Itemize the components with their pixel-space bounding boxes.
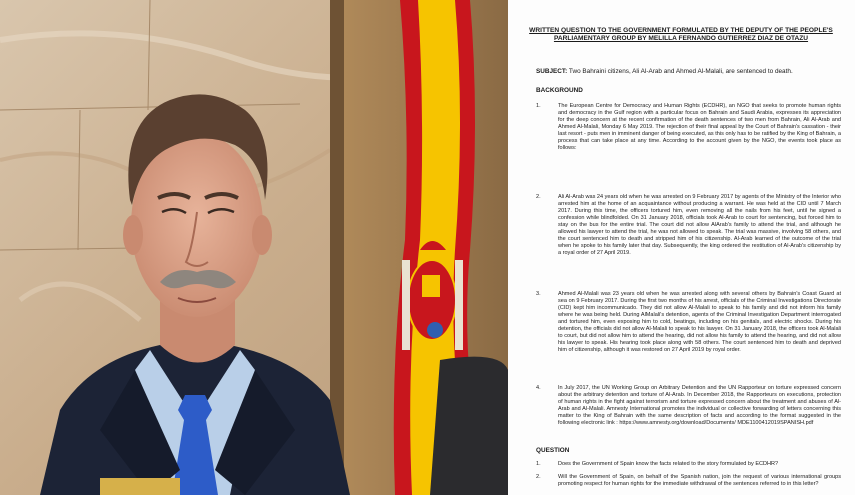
subject-text: Two Bahraini citizens, Ali Al-Arab and Ahmed Al-Malali, are sentenced to death. <box>568 68 793 75</box>
subject-label: SUBJECT: <box>536 68 568 75</box>
question-item-1 <box>536 461 841 468</box>
question-heading: QUESTION <box>536 447 570 454</box>
background-item-4 <box>536 385 841 427</box>
item-number: 3. <box>536 291 541 297</box>
item-text: The European Centre for Democracy and Human Rights (ECDHR), an NGO that seeks to promote human rights and democracy in the Gulf region with a particular focus on Bahrain and Saudi Arabia, expresses its appreciation for the deep concern at the recent confirmation of the death sentences of two men from Bahrain, Ali Al-Arab and Ahmed Al-Malali, Monday 6 May 2019. The rejection of their final appeal by the Court of Bahrain's cassation - their last resort - puts men in imminent danger of being executed, as this only has to be ratified by the King of Bahrain, a process that can take place at any time. According to the account given by the NGO, the events took place as follows: <box>558 103 841 152</box>
subject-line <box>536 68 841 76</box>
background-item-2 <box>536 194 841 257</box>
item-number: 1. <box>536 461 541 467</box>
background-heading: BACKGROUND <box>536 87 583 94</box>
item-text: Will the Government of Spain, on behalf of the Spanish nation, join the request of various international groups promoting respect for human rights for the immediate withdrawal of the sentences referred to in this letter? <box>558 474 841 488</box>
question-item-2 <box>536 474 841 488</box>
item-text: In July 2017, the UN Working Group on Arbitrary Detention and the UN Rapporteur on torture expressed concern about the arbitrary detention and torture of Al-Arab. In December 2018, the Rapporteurs on executions, protection of human rights in the fight against terrorism and torture expressed concern about the treatment and abuses of Al-Arab and Al-Malali. Amnesty International promotes the individual or collective forwarding of letters concerning this matter to the King of Bahrain with the same description of facts and according to the format suggested in the following electronic link : https://www.amnesty.org/download/Documents/ MDE1100412019SPANISH.pdf <box>558 385 841 427</box>
item-number: 1. <box>536 103 541 109</box>
document-page <box>508 0 855 495</box>
item-number: 2. <box>536 194 541 200</box>
background-item-3 <box>536 291 841 354</box>
item-text: Does the Government of Spain know the facts related to the story formulated by ECDHR? <box>558 461 779 467</box>
item-text: Ahmed Al-Malali was 23 years old when he was arrested along with several others by Bahrain's Coast Guard at sea on 9 February 2017. During the first two months of his arrest, officials of the Criminal Investigations Directorate (CID) kept him incommunicado. They did not allow Al-Malali to speak to his family and did not inform his family where he was being held. During AlMalali's detention, agents of the Criminal Investigation Department interrogated and tortured him, even exposing him to cold, beatings, including on his genitals, and electric shocks. During his detention, the officials did not allow Al-Malali to speak to his lawyer. On 31 January 2018, the officers took Al-Malali to court, but did not allow him to attend the hearing, did not allow his family to attend the hearing, and did not allow his lawyer to speak. His hearing took place along with 58 others. The court sentenced him to death and deprived him of citizenship, although it was restored on 27 April 2019 by royal order. <box>558 291 841 354</box>
item-text: Ali Al-Arab was 24 years old when he was arrested on 9 February 2017 by agents of the Ministry of the Interior who arrested him at the home of an acquaintance without producing a warrant. He was held at the CID until 7 March 2017. During this time, the officers tortured him, even removing all the nails from his feet, until he signed a confession while blindfolded. On 31 January 2018, officials took Al-Arab to court for sentencing, but forced him to stay on the bus for the entire trial. The court did not allow AlArab's family to attend the trial, and although he allowed his lawyer to attend the trial, he was not allowed to speak. The trial was massive, involving 58 others, and the court sentenced him to death and stripped him of his citizenship. Al-Arab learned of the outcome of the trial when he spoke to his family later that day. Subsequently, the king ordered the restitution of Al-Arab's citizenship by a royal order of 27 April 2019. <box>558 194 841 257</box>
document-title: WRITTEN QUESTION TO THE GOVERNMENT FORMULATED BY THE DEPUTY OF THE PEOPLE'S PARLIAMENTARY GROUP BY MELILLA FERNANDO GUTIERREZ DIAZ DE OTAZU <box>529 27 833 43</box>
item-number: 2. <box>536 474 541 480</box>
item-number: 4. <box>536 385 541 391</box>
background-item-1 <box>536 103 841 152</box>
